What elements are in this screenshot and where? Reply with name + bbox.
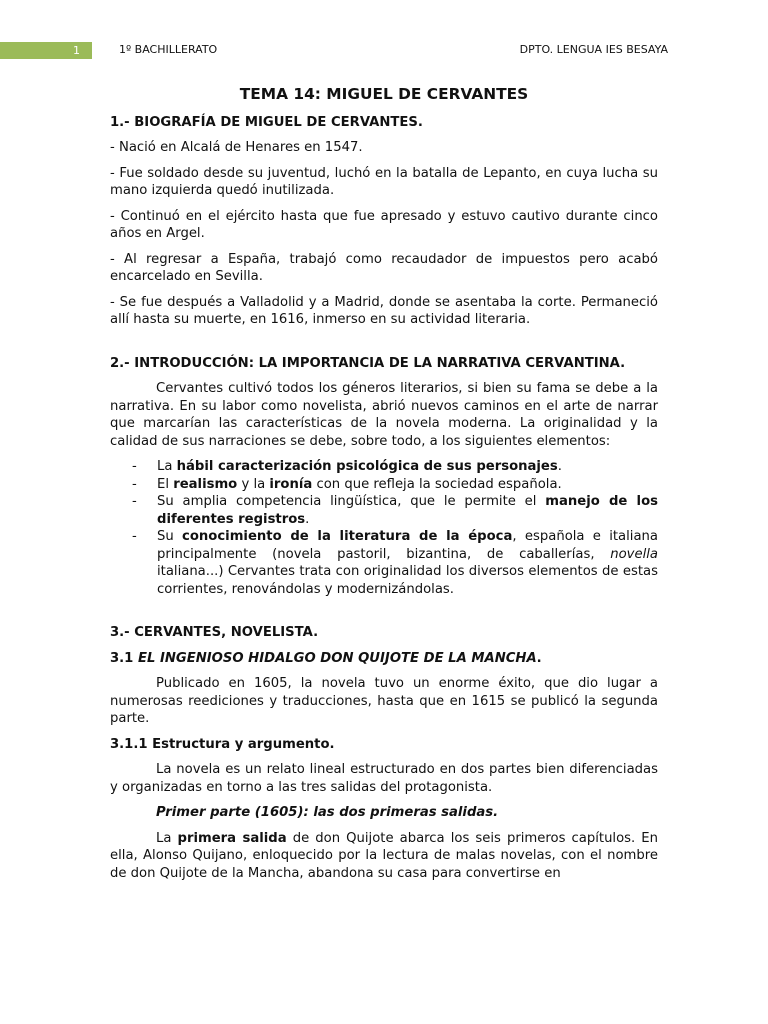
- header-course: 1º BACHILLERATO: [119, 43, 218, 56]
- structure-paragraph: La novela es un relato lineal estructurado en dos partes bien diferenciadas y organizadas en torno a las tres salidas del protagonista.: [110, 762, 658, 795]
- list-item: - El realismo y la ironía con que refleja la sociedad española.: [132, 476, 562, 492]
- dash-bullet: -: [132, 529, 137, 544]
- page-number-tab: 1: [0, 42, 92, 59]
- intro-paragraph: Cervantes cultivó todos los géneros literarios, si bien su fama se debe a la narrativa. En su labor como novelista, abrió nuevos caminos en el arte de narrar que marcarían las características de la novela moderna. La originalidad y la calidad de sus narraciones se debe, sobre todo, a los siguientes elementos:: [110, 381, 658, 449]
- document-body: [110, 86, 658, 890]
- elements-list: [110, 458, 658, 598]
- bio-paragraph-1: - Nació en Alcalá de Henares en 1547.: [110, 140, 363, 155]
- section-1-heading: 1.- BIOGRAFÍA DE MIGUEL DE CERVANTES.: [110, 114, 423, 130]
- list-item: - Su amplia competencia lingüística, que le permite el manejo de los diferentes registros.: [132, 494, 658, 527]
- first-part-heading: Primer parte (1605): las dos primeras salidas.: [156, 805, 499, 820]
- document-title: TEMA 14: MIGUEL DE CERVANTES: [239, 85, 529, 103]
- quijote-paragraph: Publicado en 1605, la novela tuvo un enorme éxito, que dio lugar a numerosas reediciones y traducciones, hasta que en 1615 se publicó la segunda parte.: [110, 676, 658, 726]
- dash-bullet: -: [132, 494, 137, 509]
- dash-bullet: -: [132, 476, 137, 492]
- subsection-3-1-1-heading: 3.1.1 Estructura y argumento.: [110, 736, 335, 752]
- header-department: DPTO. LENGUA IES BESAYA: [519, 43, 668, 56]
- section-3-heading: 3.- CERVANTES, NOVELISTA.: [110, 625, 319, 640]
- bio-paragraph-2: - Fue soldado desde su juventud, luchó en la batalla de Lepanto, en cuya lucha su mano izquierda quedó inutilizada.: [110, 165, 658, 198]
- bio-paragraph-4: - Al regresar a España, trabajó como recaudador de impuestos pero acabó encarcelado en Sevilla.: [110, 251, 658, 284]
- bio-paragraph-3: - Continuó en el ejército hasta que fue apresado y estuvo cautivo durante cinco años en Argel.: [110, 208, 658, 241]
- subsection-3-1-heading: 3.1 EL INGENIOSO HIDALGO DON QUIJOTE DE LA MANCHA.: [110, 650, 542, 666]
- dash-bullet: -: [132, 459, 137, 474]
- list-item: - La hábil caracterización psicológica de sus personajes.: [132, 459, 562, 474]
- list-item: - Su conocimiento de la literatura de la época, española e italiana principalmente (novela pastoril, bizantina, de caballerías, novella italiana...) Cervantes trata con originalidad los diversos elementos de estas corrientes, renovándolas y modernizándolas.: [132, 529, 658, 597]
- section-2-heading: 2.- INTRODUCCIÓN: LA IMPORTANCIA DE LA NARRATIVA CERVANTINA.: [110, 355, 626, 371]
- first-sally-paragraph: La primera salida de don Quijote abarca los seis primeros capítulos. En ella, Alonso Quijano, enloquecido por la lectura de malas novelas, con el nombre de don Quijote de la Mancha, abandona su casa para convertirse en: [110, 830, 658, 881]
- bio-paragraph-5: - Se fue después a Valladolid y a Madrid, donde se asentaba la corte. Permaneció allí hasta su muerte, en 1616, inmerso en su actividad literaria.: [110, 294, 658, 327]
